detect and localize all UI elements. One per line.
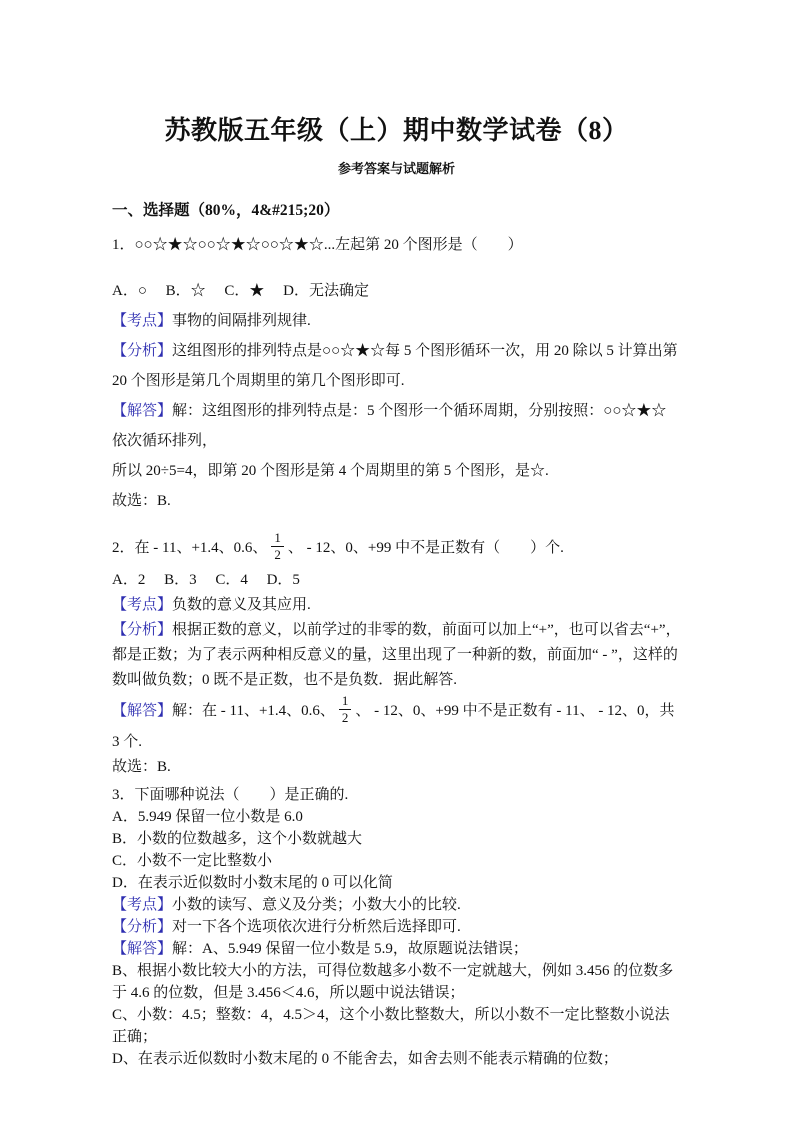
kaodian-tag: 【考点】 — [112, 897, 173, 913]
jieda-tag: 【解答】 — [112, 702, 173, 719]
q2-kaodian-line — [112, 593, 681, 618]
q3-fenxi-line — [112, 916, 681, 938]
q2-question-after: 、 - 12、0、+99 中不是正数有（ ）个. — [287, 540, 564, 557]
q3-kaodian-text: 小数的读写、意义及分类；小数大小的比较. — [172, 897, 461, 913]
question-2-block — [112, 530, 681, 780]
q2-kaodian-text: 负数的意义及其应用. — [172, 596, 311, 613]
question-1-block — [112, 230, 681, 516]
fraction-one-half — [271, 530, 284, 564]
q3-option-a: A．5.949 保留一位小数是 6.0 — [112, 809, 303, 825]
document-title: 苏教版五年级（上）期中数学试卷（8） — [164, 116, 629, 145]
q3-kaodian-line — [112, 894, 681, 916]
q2-fenxi-line — [112, 618, 681, 693]
q1-jieda-text: 解：这组图形的排列特点是：5 个图形一个循环周期，分别按照：○○☆★☆依次循环排列， — [112, 403, 667, 449]
q1-jieda-line — [112, 396, 681, 456]
q2-fenxi-text: 根据正数的意义，以前学过的非零的数，前面可以加上“+”，也可以省去“+”，都是正数；为了表示两种相反意义的量，这里出现了一种新的数，前面加“ - ”，这样的数叫做负数；0 既不是正数，也不是负数．据此解答. — [112, 621, 681, 688]
q1-kaodian-text: 事物的间隔排列规律. — [172, 313, 311, 329]
q3-jieda-text: 解：A、5.949 保留一位小数是 5.9，故原题说法错误； — [172, 941, 528, 957]
q1-conclusion-line: 所以 20÷5=4，即第 20 个图形是第 4 个周期里的第 5 个图形，是☆. — [112, 463, 549, 479]
q2-jieda-line — [112, 693, 681, 756]
q1-kaodian-line — [112, 306, 681, 336]
fraction-numerator: 1 — [339, 693, 352, 710]
fenxi-tag: 【分析】 — [112, 343, 173, 359]
q3-answer-line-d: D、在表示近似数时小数末尾的 0 不能舍去，如舍去则不能表示精确的位数； — [112, 1051, 618, 1067]
fenxi-tag: 【分析】 — [112, 919, 173, 935]
fraction-one-half — [339, 693, 352, 727]
q3-fenxi-text: 对一下各个选项依次进行分析然后选择即可. — [172, 919, 461, 935]
fraction-denominator: 2 — [341, 709, 349, 725]
q2-question-before: 2．在 - 11、+1.4、0.6、 — [112, 540, 268, 557]
q3-option-c: C．小数不一定比整数小 — [112, 853, 273, 869]
q1-options-line: A．○ B．☆ C．★ D．无法确定 — [112, 283, 369, 299]
jieda-tag: 【解答】 — [112, 941, 173, 957]
question-3-block — [112, 784, 681, 1070]
fenxi-tag: 【分析】 — [112, 621, 173, 638]
q1-choice-line: 故选：B. — [112, 493, 171, 509]
q1-fenxi-text: 这组图形的排列特点是○○☆★☆每 5 个图形循环一次，用 20 除以 5 计算出第 20 个图形是第几个周期里的第几个图形即可. — [112, 343, 682, 389]
q2-question-text — [112, 530, 681, 568]
q2-jieda-before: 解：在 - 11、+1.4、0.6、 — [172, 702, 335, 719]
kaodian-tag: 【考点】 — [112, 596, 173, 613]
section-1-heading: 一、选择题（80%，4&#215;20） — [112, 202, 340, 219]
fraction-numerator: 1 — [271, 530, 284, 547]
jieda-tag: 【解答】 — [112, 403, 173, 419]
document-subtitle: 参考答案与试题解析 — [337, 161, 455, 176]
fraction-denominator: 2 — [274, 547, 281, 563]
document-content — [0, 114, 793, 1070]
q3-answer-line-c: C、小数：4.5；整数：4，4.5＞4，这个小数比整数大，所以小数不一定比整数小说法正确； — [112, 1007, 670, 1045]
q2-options-line: A．2 B．3 C．4 D．5 — [112, 571, 300, 588]
q3-question-text: 3．下面哪种说法（ ）是正确的. — [112, 787, 349, 803]
q2-jieda-after: 、 - 12、0、+99 中不是正数有 - 11、 - 12、0，共 3 个. — [112, 702, 679, 750]
q1-fenxi-line — [112, 336, 681, 396]
q3-jieda-line — [112, 938, 681, 960]
q1-question-text: 1．○○☆★☆○○☆★☆○○☆★☆...左起第 20 个图形是（ ） — [112, 237, 523, 253]
q2-choice-line: 故选：B. — [112, 759, 171, 775]
q3-option-d: D．在表示近似数时小数末尾的 0 可以化简 — [112, 875, 393, 891]
kaodian-tag: 【考点】 — [112, 313, 173, 329]
q3-answer-line-b: B、根据小数比较大小的方法，可得位数越多小数不一定就越大，例如 3.456 的位数多于 4.6 的位数，但是 3.456＜4.6，所以题中说法错误； — [112, 963, 674, 1001]
q3-option-b: B．小数的位数越多，这个小数就越大 — [112, 831, 363, 847]
